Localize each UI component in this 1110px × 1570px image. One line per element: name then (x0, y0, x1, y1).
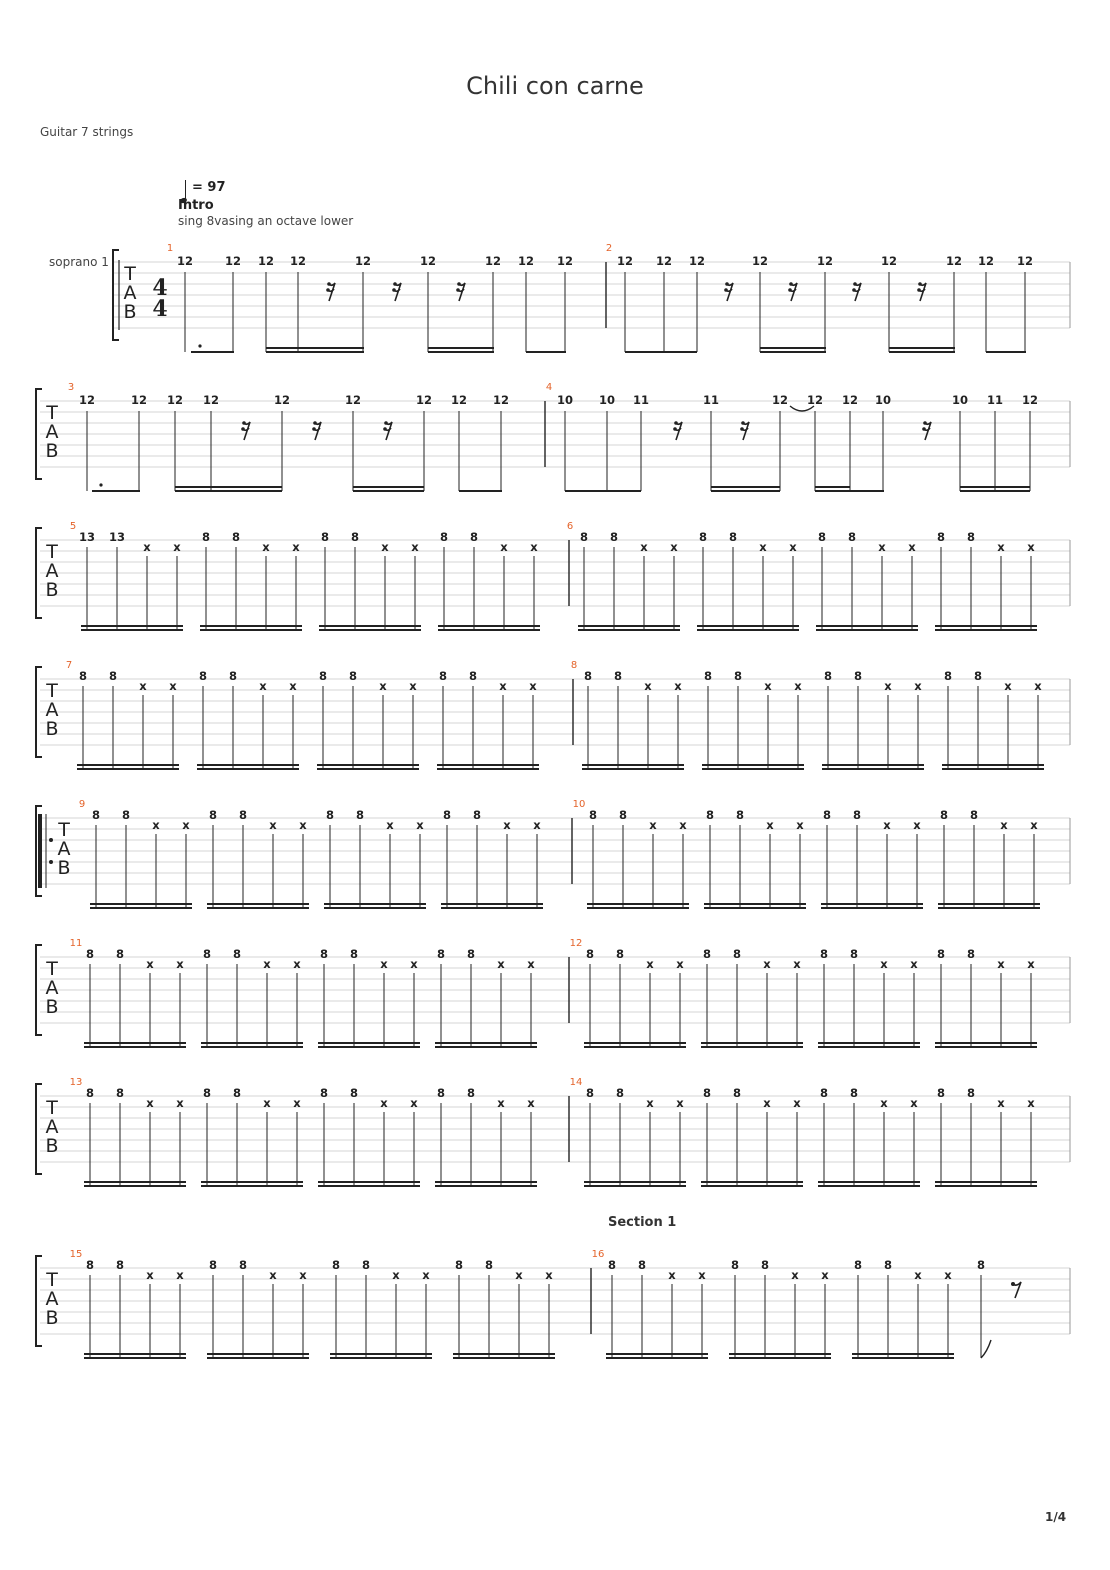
dead-note: x (1027, 1096, 1035, 1110)
fret-number: 8 (936, 947, 946, 961)
dead-note: x (499, 679, 507, 693)
repeat-dot (49, 838, 53, 842)
dead-note: x (411, 540, 419, 554)
dead-note: x (1027, 957, 1035, 971)
fret-number: 12 (166, 393, 184, 407)
tab-clef-letter: T (46, 1269, 58, 1291)
dead-note: x (794, 679, 802, 693)
fret-number: 12 (880, 254, 898, 268)
tab-clef-letter: T (46, 402, 58, 424)
tab-clef-letter: T (46, 541, 58, 563)
dead-note: x (182, 818, 190, 832)
tab-clef-letter: T (46, 680, 58, 702)
dead-note: x (299, 1268, 307, 1282)
fret-number: 12 (841, 393, 859, 407)
fret-number: 8 (732, 947, 742, 961)
dead-note: x (674, 679, 682, 693)
dead-note: x (146, 1268, 154, 1282)
measure-number: 8 (570, 660, 578, 671)
dead-note: x (914, 1268, 922, 1282)
dead-note: x (380, 1096, 388, 1110)
fret-number: 8 (852, 808, 862, 822)
tab-clef-letter: A (45, 421, 59, 443)
tab-clef-letter: A (45, 1116, 59, 1138)
dead-note: x (668, 1268, 676, 1282)
fret-number: 12 (556, 254, 574, 268)
fret-number: 8 (348, 669, 358, 683)
dead-note: x (1004, 679, 1012, 693)
dead-note: x (914, 679, 922, 693)
fret-number: 8 (238, 1258, 248, 1272)
fret-number: 8 (849, 1086, 859, 1100)
fret-number: 8 (705, 808, 715, 822)
fret-number: 8 (115, 947, 125, 961)
measure-number: 13 (69, 1077, 83, 1088)
fret-number: 8 (202, 947, 212, 961)
fret-number: 8 (85, 947, 95, 961)
dead-note: x (173, 540, 181, 554)
fret-number: 8 (973, 669, 983, 683)
dead-note: x (1027, 540, 1035, 554)
fret-number: 12 (492, 393, 510, 407)
dead-note: x (293, 1096, 301, 1110)
fret-number: 12 (616, 254, 634, 268)
measure-number: 9 (78, 799, 86, 810)
time-signature-top: 4 (152, 275, 168, 301)
fret-number: 8 (231, 530, 241, 544)
fret-number: 8 (91, 808, 101, 822)
dead-note: x (176, 957, 184, 971)
tab-clef-letter: T (124, 263, 136, 285)
dead-note: x (292, 540, 300, 554)
fret-number: 12 (257, 254, 275, 268)
dead-note: x (913, 818, 921, 832)
sixteenth-rest-icon (241, 421, 250, 440)
fret-number: 8 (615, 1086, 625, 1100)
dead-note: x (139, 679, 147, 693)
dead-note: x (670, 540, 678, 554)
fret-number: 8 (883, 1258, 893, 1272)
fret-number: 8 (439, 530, 449, 544)
fret-number: 8 (760, 1258, 770, 1272)
fret-number: 8 (966, 530, 976, 544)
fret-number: 8 (468, 669, 478, 683)
fret-number: 8 (698, 530, 708, 544)
sixteenth-rest-icon (312, 421, 321, 440)
dead-note: x (883, 818, 891, 832)
fret-number: 8 (198, 669, 208, 683)
dead-note: x (379, 679, 387, 693)
sing-text: sing 8vasing an octave lower (178, 214, 354, 228)
fret-number: 8 (939, 808, 949, 822)
fret-number: 8 (108, 669, 118, 683)
fret-number: 8 (817, 530, 827, 544)
fret-number: 13 (108, 530, 126, 544)
fret-number: 8 (232, 1086, 242, 1100)
dead-note: x (497, 957, 505, 971)
fret-number: 10 (874, 393, 892, 407)
repeat-dot (49, 860, 53, 864)
tab-clef-letter: B (123, 301, 137, 323)
dead-note: x (169, 679, 177, 693)
fret-number: 12 (202, 393, 220, 407)
dead-note: x (910, 1096, 918, 1110)
dead-note: x (515, 1268, 523, 1282)
section-label: Section 1 (608, 1215, 677, 1230)
tab-clef-letter: A (123, 282, 137, 304)
dead-note: x (503, 818, 511, 832)
dead-note: x (763, 1096, 771, 1110)
dead-note: x (269, 818, 277, 832)
dead-note: x (269, 1268, 277, 1282)
sixteenth-rest-icon (852, 282, 861, 301)
fret-number: 12 (945, 254, 963, 268)
tab-clef-letter: B (45, 718, 59, 740)
dead-note: x (176, 1268, 184, 1282)
fret-number: 12 (977, 254, 995, 268)
measure-number: 3 (67, 382, 75, 393)
dead-note: x (176, 1096, 184, 1110)
fret-number: 8 (583, 669, 593, 683)
tab-clef-letter: B (45, 440, 59, 462)
fret-number: 8 (579, 530, 589, 544)
fret-number: 12 (289, 254, 307, 268)
fret-number: 8 (349, 1086, 359, 1100)
dead-note: x (263, 957, 271, 971)
dead-note: x (878, 540, 886, 554)
sixteenth-rest-icon (724, 282, 733, 301)
dead-note: x (410, 957, 418, 971)
fret-number: 8 (202, 1086, 212, 1100)
fret-number: 12 (517, 254, 535, 268)
dead-note: x (679, 818, 687, 832)
fret-number: 8 (637, 1258, 647, 1272)
score-title: Chili con carne (466, 72, 644, 100)
fret-number: 8 (702, 1086, 712, 1100)
fret-number: 8 (847, 530, 857, 544)
sixteenth-rest-icon (326, 282, 335, 301)
dead-note: x (500, 540, 508, 554)
fret-number: 8 (349, 947, 359, 961)
fret-number: 8 (454, 1258, 464, 1272)
fret-number: 8 (585, 1086, 595, 1100)
dead-note: x (793, 1096, 801, 1110)
fret-number: 8 (201, 530, 211, 544)
fret-number: 8 (208, 808, 218, 822)
fret-number: 8 (318, 669, 328, 683)
fret-number: 8 (936, 1086, 946, 1100)
measure-number: 4 (545, 382, 553, 393)
tab-clef-letter: B (57, 857, 71, 879)
sixteenth-rest-icon (392, 282, 401, 301)
fret-number: 12 (688, 254, 706, 268)
fret-number: 8 (85, 1258, 95, 1272)
dead-note: x (530, 540, 538, 554)
dead-note: x (880, 1096, 888, 1110)
dead-note: x (410, 1096, 418, 1110)
fret-number: 8 (730, 1258, 740, 1272)
note-flag (981, 1340, 991, 1358)
fret-number: 12 (816, 254, 834, 268)
tab-clef-letter: B (45, 579, 59, 601)
measure-number: 15 (69, 1249, 83, 1260)
fret-number: 8 (728, 530, 738, 544)
fret-number: 11 (632, 393, 650, 407)
tab-clef-letter: A (45, 699, 59, 721)
fret-number: 8 (115, 1086, 125, 1100)
fret-number: 12 (224, 254, 242, 268)
fret-number: 8 (966, 947, 976, 961)
augmentation-dot (198, 344, 201, 347)
fret-number: 8 (853, 669, 863, 683)
dead-note: x (1034, 679, 1042, 693)
dead-note: x (409, 679, 417, 693)
tab-clef-letter: T (46, 1097, 58, 1119)
fret-number: 8 (436, 1086, 446, 1100)
fret-number: 12 (484, 254, 502, 268)
fret-number: 12 (176, 254, 194, 268)
measure-number: 2 (605, 243, 613, 254)
tab-clef-letter: A (45, 1288, 59, 1310)
dead-note: x (944, 1268, 952, 1282)
dead-note: x (262, 540, 270, 554)
fret-number: 12 (771, 393, 789, 407)
tab-clef-letter: B (45, 1307, 59, 1329)
fret-number: 8 (469, 530, 479, 544)
sixteenth-rest-icon (673, 421, 682, 440)
fret-number: 8 (823, 669, 833, 683)
dead-note: x (997, 540, 1005, 554)
measure-number: 5 (69, 521, 77, 532)
dead-note: x (793, 957, 801, 971)
dead-note: x (527, 1096, 535, 1110)
fret-number: 8 (325, 808, 335, 822)
fret-number: 8 (819, 1086, 829, 1100)
fret-number: 8 (703, 669, 713, 683)
fret-number: 8 (613, 669, 623, 683)
fret-number: 8 (609, 530, 619, 544)
fret-number: 8 (115, 1258, 125, 1272)
dead-note: x (392, 1268, 400, 1282)
fret-number: 8 (615, 947, 625, 961)
sixteenth-rest-icon (788, 282, 797, 301)
fret-number: 8 (121, 808, 131, 822)
fret-number: 8 (331, 1258, 341, 1272)
fret-number: 8 (466, 1086, 476, 1100)
measure-number: 6 (566, 521, 574, 532)
dead-note: x (299, 818, 307, 832)
fret-number: 8 (78, 669, 88, 683)
fret-number: 8 (607, 1258, 617, 1272)
fret-number: 8 (228, 669, 238, 683)
fret-number: 8 (588, 808, 598, 822)
fret-number: 8 (966, 1086, 976, 1100)
dead-note: x (380, 957, 388, 971)
fret-number: 8 (438, 669, 448, 683)
fret-number: 12 (655, 254, 673, 268)
dead-note: x (646, 1096, 654, 1110)
dead-note: x (545, 1268, 553, 1282)
fret-number: 8 (238, 808, 248, 822)
fret-number: 8 (702, 947, 712, 961)
fret-number: 8 (466, 947, 476, 961)
tab-clef-letter: B (45, 1135, 59, 1157)
tempo-marking: = 97 (192, 180, 226, 195)
fret-number: 8 (319, 947, 329, 961)
dead-note: x (1000, 818, 1008, 832)
fret-number: 8 (436, 947, 446, 961)
sixteenth-rest-icon (917, 282, 926, 301)
dead-note: x (497, 1096, 505, 1110)
dead-note: x (293, 957, 301, 971)
dead-note: x (527, 957, 535, 971)
fret-number: 12 (415, 393, 433, 407)
dead-note: x (533, 818, 541, 832)
dead-note: x (416, 818, 424, 832)
section-marker-intro: Intro (178, 198, 214, 213)
fret-number: 8 (350, 530, 360, 544)
fret-number: 12 (751, 254, 769, 268)
fret-number: 8 (853, 1258, 863, 1272)
fret-number: 8 (585, 947, 595, 961)
dead-note: x (796, 818, 804, 832)
fret-number: 8 (208, 1258, 218, 1272)
dead-note: x (1030, 818, 1038, 832)
sixteenth-rest-icon (740, 421, 749, 440)
dead-note: x (698, 1268, 706, 1282)
fret-number: 8 (976, 1258, 986, 1272)
dead-note: x (884, 679, 892, 693)
fret-number: 10 (951, 393, 969, 407)
fret-number: 12 (354, 254, 372, 268)
dead-note: x (997, 957, 1005, 971)
fret-number: 12 (419, 254, 437, 268)
dead-note: x (676, 1096, 684, 1110)
fret-number: 12 (450, 393, 468, 407)
dead-note: x (529, 679, 537, 693)
fret-number: 8 (361, 1258, 371, 1272)
dead-note: x (764, 679, 772, 693)
fret-number: 12 (806, 393, 824, 407)
dead-note: x (146, 1096, 154, 1110)
dead-note: x (289, 679, 297, 693)
fret-number: 8 (232, 947, 242, 961)
fret-number: 12 (130, 393, 148, 407)
dead-note: x (143, 540, 151, 554)
fret-number: 8 (943, 669, 953, 683)
dead-note: x (386, 818, 394, 832)
fret-number: 8 (822, 808, 832, 822)
time-signature-bottom: 4 (152, 296, 168, 322)
fret-number: 8 (442, 808, 452, 822)
dead-note: x (146, 957, 154, 971)
dead-note: x (791, 1268, 799, 1282)
measure-number: 11 (69, 938, 83, 949)
fret-number: 12 (1021, 393, 1039, 407)
fret-number: 13 (78, 530, 96, 544)
fret-number: 11 (986, 393, 1004, 407)
fret-number: 10 (598, 393, 616, 407)
fret-number: 8 (733, 669, 743, 683)
fret-number: 8 (484, 1258, 494, 1272)
dead-note: x (763, 957, 771, 971)
measure-number: 12 (569, 938, 583, 949)
dead-note: x (766, 818, 774, 832)
measure-number: 1 (166, 243, 174, 254)
sixteenth-rest-icon (383, 421, 392, 440)
dead-note: x (152, 818, 160, 832)
measure-number: 10 (572, 799, 586, 810)
dead-note: x (910, 957, 918, 971)
tab-clef-letter: B (45, 996, 59, 1018)
dead-note: x (644, 679, 652, 693)
fret-number: 8 (969, 808, 979, 822)
fret-number: 12 (78, 393, 96, 407)
dead-note: x (997, 1096, 1005, 1110)
measure-number: 7 (65, 660, 73, 671)
fret-number: 8 (355, 808, 365, 822)
tab-clef-letter: A (45, 977, 59, 999)
fret-number: 8 (85, 1086, 95, 1100)
dead-note: x (908, 540, 916, 554)
fret-number: 8 (819, 947, 829, 961)
fret-number: 11 (702, 393, 720, 407)
fret-number: 10 (556, 393, 574, 407)
augmentation-dot (99, 483, 102, 486)
tab-clef-letter: A (45, 560, 59, 582)
sixteenth-rest-icon (922, 421, 931, 440)
fret-number: 8 (320, 530, 330, 544)
dead-note: x (676, 957, 684, 971)
dead-note: x (789, 540, 797, 554)
tab-clef-letter: T (58, 819, 70, 841)
dead-note: x (646, 957, 654, 971)
fret-number: 12 (344, 393, 362, 407)
fret-number: 12 (1016, 254, 1034, 268)
dead-note: x (259, 679, 267, 693)
tab-clef-letter: T (46, 958, 58, 980)
dead-note: x (880, 957, 888, 971)
fret-number: 8 (849, 947, 859, 961)
dead-note: x (649, 818, 657, 832)
tab-clef-letter: A (57, 838, 71, 860)
dead-note: x (759, 540, 767, 554)
fret-number: 8 (472, 808, 482, 822)
sixteenth-rest-icon (456, 282, 465, 301)
fret-number: 8 (936, 530, 946, 544)
fret-number: 8 (735, 808, 745, 822)
dead-note: x (821, 1268, 829, 1282)
dead-note: x (381, 540, 389, 554)
track-name: soprano 1 (49, 255, 109, 269)
fret-number: 8 (319, 1086, 329, 1100)
measure-number: 16 (591, 1249, 605, 1260)
fret-number: 8 (732, 1086, 742, 1100)
instrument-label: Guitar 7 strings (40, 125, 134, 139)
page-number: 1/4 (1045, 1510, 1067, 1524)
fret-number: 8 (618, 808, 628, 822)
fret-number: 12 (273, 393, 291, 407)
dead-note: x (263, 1096, 271, 1110)
measure-number: 14 (569, 1077, 583, 1088)
dead-note: x (422, 1268, 430, 1282)
dead-note: x (640, 540, 648, 554)
